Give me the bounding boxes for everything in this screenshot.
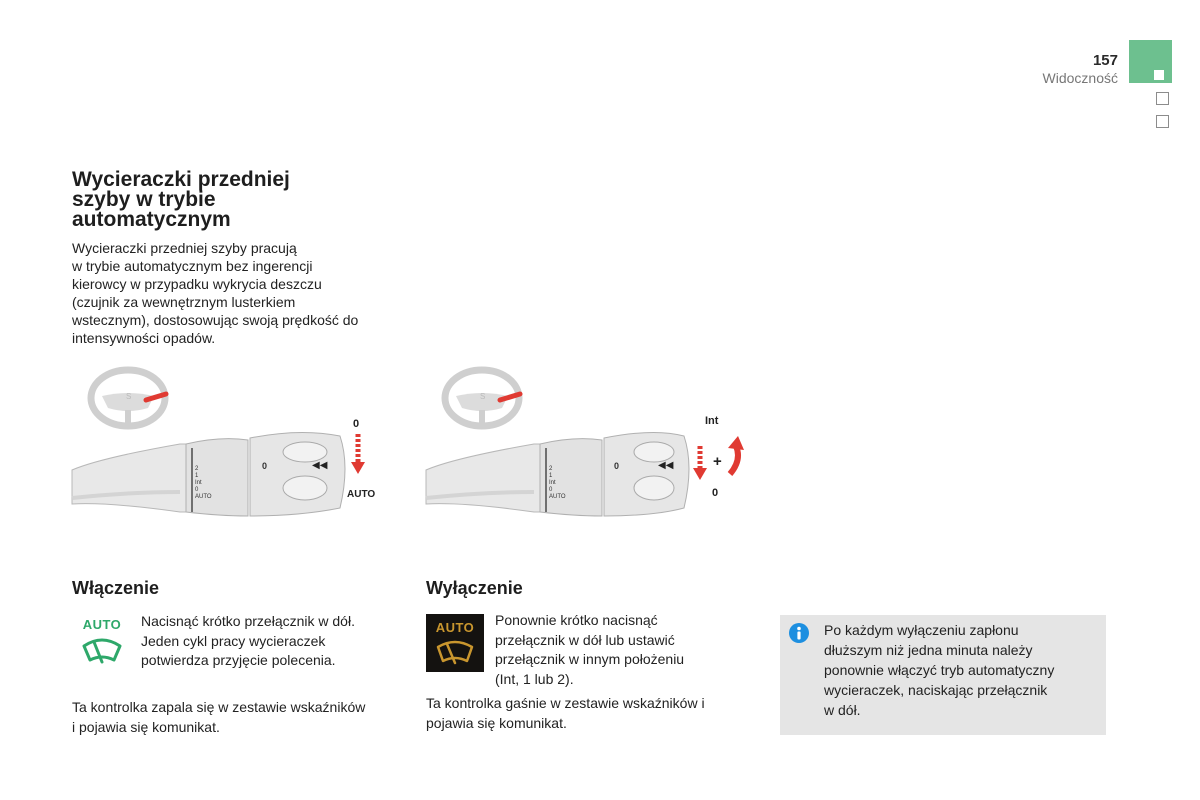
page-title [72,170,372,230]
intro-line: w trybie automatycznym bez ingerencji [72,258,313,274]
text-line: Nacisnąć krótko przełącznik w dół. [141,613,355,629]
text-line: pojawia się komunikat. [426,714,567,731]
text-line: Ponownie krótko nacisnąć [495,612,658,628]
title-line: Wycieraczki przedniej [72,168,290,191]
scale-label: AUTO [195,494,212,500]
intro-paragraph [72,239,402,347]
page-number: 157 [1092,52,1118,69]
text-line: wycieraczek, naciskając przełącznik [824,682,1048,698]
text-line: przełącznik w innym położeniu [495,651,685,667]
wiper-stalk-auto-on-illustration [70,366,390,526]
intro-line: Wycieraczki przedniej szyby pracują [72,240,297,256]
section-name: Widoczność [1042,70,1118,86]
off-note [426,694,766,733]
text-line: Jeden cykl pracy wycieraczek [141,632,326,649]
position-label-top: Int [705,415,719,427]
ring-position-label: 0 [614,461,620,471]
scale-label: Int [195,480,202,486]
on-note [72,698,412,737]
text-line: przełącznik w dół lub ustawić [495,631,675,648]
position-label-bottom: AUTO [347,489,376,500]
chapter-tab [1129,40,1172,83]
text-line: i pojawia się komunikat. [72,718,220,735]
rotate-up-arrow [728,436,744,474]
chapter-tab-box [1156,115,1169,128]
scale-label: Int [549,480,556,486]
title-line: szyby w trybie [72,188,216,211]
intro-line: intensywności opadów. [72,330,216,346]
text-line: (Int, 1 lub 2). [495,670,574,687]
text-line: potwierdza przyjęcie polecenia. [141,652,336,668]
auto-wiper-off-indicator-icon [426,614,484,672]
scale-label: 1 [195,473,199,479]
chapter-tab-box [1156,92,1169,105]
off-instructions [495,611,735,689]
svg-text:◀◀: ◀◀ [312,460,328,471]
intro-line: kierowcy w przypadku wykrycia deszczu [72,276,322,292]
indicator-label: AUTO [82,617,122,632]
text-line: w dół. [824,702,861,718]
section-heading-on: Włączenie [72,578,160,598]
push-down-arrow [351,434,365,474]
position-label-top: 0 [353,418,360,430]
indicator-label: AUTO [435,620,475,635]
svg-text:◀◀: ◀◀ [658,460,674,471]
position-label-bottom: 0 [712,487,719,499]
ring-position-label: 0 [262,461,268,471]
scale-label: 0 [195,487,199,493]
intro-line: wstecznym), dostosowując swoją prędkość do [72,312,359,328]
section-heading-off: Wyłączenie [426,578,523,598]
svg-text:S: S [126,392,132,401]
text-line: ponownie włączyć tryb automatyczny [824,662,1055,678]
wiper-stalk [72,432,345,516]
svg-text:S: S [480,392,486,401]
plus-label: + [713,453,722,470]
scale-label: 1 [549,473,553,479]
chapter-tab-marker [1154,70,1164,80]
intro-line: (czujnik za wewnętrznym lusterkiem [72,294,296,310]
text-line: Po każdym wyłączeniu zapłonu [824,622,1019,638]
title-line: automatycznym [72,208,231,231]
scale-label: 0 [549,487,553,493]
wiper-stalk [426,432,689,516]
wiper-stalk-auto-off-illustration [424,366,744,526]
text-line: Ta kontrolka gaśnie w zestawie wskaźników i [426,695,705,711]
text-line: Ta kontrolka zapala się w zestawie wskaźników [72,699,366,715]
info-icon [789,623,809,643]
push-down-arrow [693,446,707,480]
scale-label: 2 [195,466,199,472]
info-text [824,620,1094,720]
scale-label: AUTO [549,494,566,500]
scale-label: 2 [549,466,553,472]
text-line: dłuższym niż jedna minuta należy [824,642,1033,658]
auto-wiper-on-indicator-icon [78,617,126,669]
on-instructions [141,612,401,671]
